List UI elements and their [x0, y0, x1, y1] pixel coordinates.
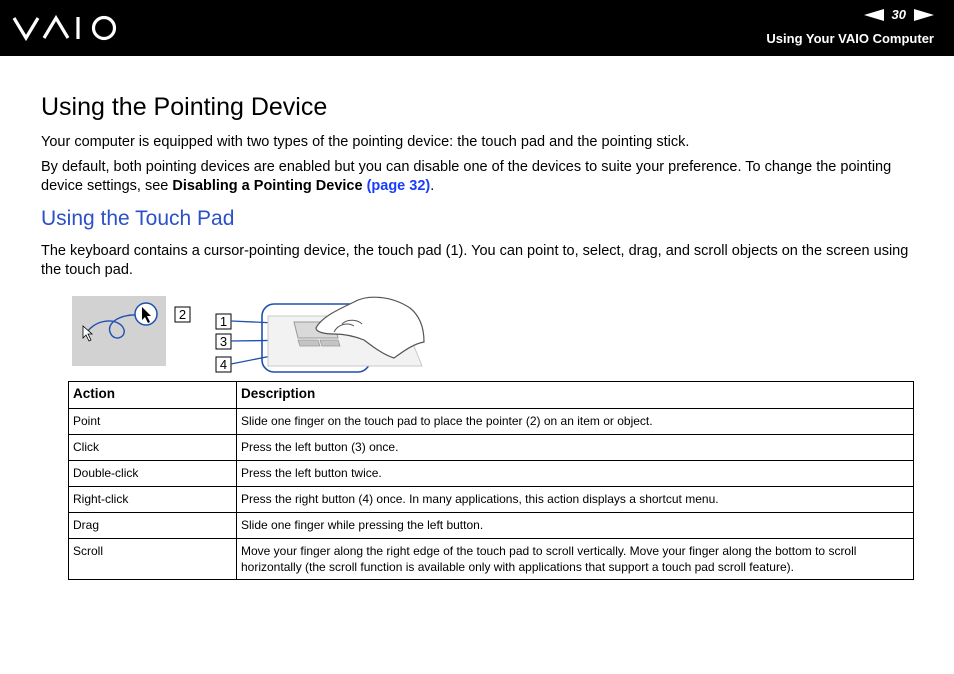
table-row	[69, 487, 914, 513]
description-cell: Slide one finger on the touch pad to place the pointer (2) on an item or object.	[237, 409, 914, 435]
para-text-end: .	[430, 178, 435, 194]
callout-4: 4	[219, 357, 228, 372]
actions-table	[68, 381, 914, 580]
action-cell: Click	[69, 435, 237, 461]
table-header-row	[69, 382, 914, 409]
action-cell: Drag	[69, 513, 237, 539]
table-row	[69, 461, 914, 487]
para-text: By default, both pointing devices are enabled but you can disable one of the devices to suite your preference. To change the pointing device settings, see	[41, 159, 892, 194]
vaio-logo	[12, 14, 122, 42]
callout-1: 1	[219, 314, 228, 329]
action-cell: Point	[69, 409, 237, 435]
header-description: Description	[237, 382, 914, 409]
page-header	[0, 0, 954, 56]
description-cell: Move your finger along the right edge of the touch pad to scroll vertically. Move your finger along the bottom to scroll horizontally (the scroll function is available only with applications that support a touch pad scroll feature).	[237, 539, 914, 580]
callout-3: 3	[219, 334, 228, 349]
touchpad-paragraph: The keyboard contains a cursor-pointing device, the touch pad (1). You can point to, select, drag, and scroll objects on the screen using the touch pad.	[41, 243, 909, 278]
page-link[interactable]: (page 32)	[366, 178, 431, 194]
callout-2: 2	[178, 307, 187, 322]
next-page-icon[interactable]	[914, 9, 934, 21]
table-row	[69, 435, 914, 461]
action-cell: Scroll	[69, 539, 237, 580]
description-cell: Slide one finger while pressing the left button.	[237, 513, 914, 539]
intro-paragraph: Your computer is equipped with two types of the pointing device: the touch pad and the pointing stick.	[41, 134, 690, 150]
left-button	[298, 340, 320, 346]
description-cell: Press the left button twice.	[237, 461, 914, 487]
right-button	[320, 340, 340, 346]
subsection-title: Using the Touch Pad	[41, 207, 235, 230]
page-number: 30	[891, 7, 906, 22]
table-row	[69, 539, 914, 580]
table-row	[69, 513, 914, 539]
page-title: Using the Pointing Device	[41, 93, 328, 121]
action-cell: Double-click	[69, 461, 237, 487]
previous-page-icon[interactable]	[864, 9, 884, 21]
section-title: Using Your VAIO Computer	[766, 31, 934, 46]
xref-title: Disabling a Pointing Device	[172, 178, 363, 194]
table-row	[69, 409, 914, 435]
page-navigation	[864, 7, 934, 22]
touchpad-illustration	[72, 294, 432, 376]
header-action: Action	[69, 382, 237, 409]
action-cell: Right-click	[69, 487, 237, 513]
description-cell: Press the right button (4) once. In many applications, this action displays a shortcut menu.	[237, 487, 914, 513]
description-cell: Press the left button (3) once.	[237, 435, 914, 461]
default-paragraph	[41, 158, 921, 196]
